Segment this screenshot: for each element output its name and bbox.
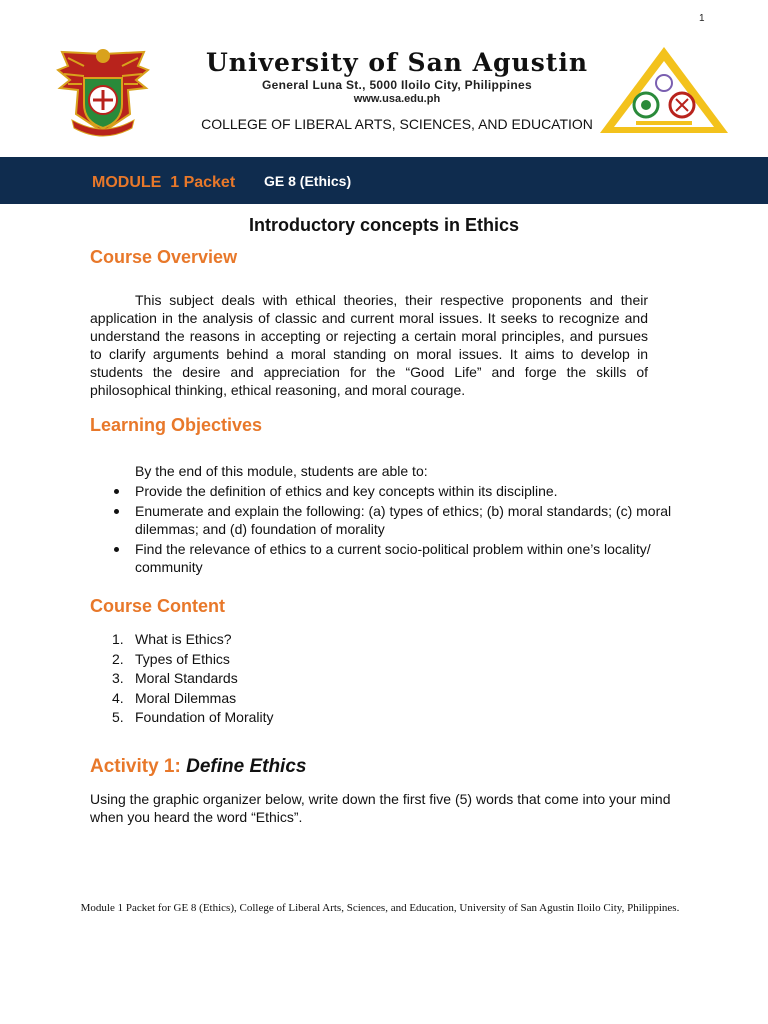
- list-item-text: Foundation of Morality: [135, 709, 274, 725]
- module-label: MODULE 1 Packet: [92, 174, 236, 191]
- course-content-heading: Course Content: [90, 596, 225, 616]
- university-website: www.usa.edu.ph: [353, 93, 441, 105]
- college-triangle-logo: [596, 43, 732, 137]
- activity-heading: [90, 756, 306, 778]
- list-item-text: Provide the definition of ethics and key concepts within its discipline.: [135, 483, 558, 499]
- college-name: COLLEGE OF LIBERAL ARTS, SCIENCES, AND EDUCATION: [201, 116, 593, 132]
- page-footer: Module 1 Packet for GE 8 (Ethics), College of Liberal Arts, Sciences, and Education, University of San Agustin Iloilo City, Philippines.: [80, 902, 680, 914]
- list-item: [90, 540, 690, 577]
- activity-title: Define Ethics: [186, 756, 307, 777]
- list-item: 3. Moral Standards: [112, 670, 238, 686]
- course-overview-heading: Course Overview: [90, 247, 238, 267]
- letterhead: [0, 0, 768, 157]
- list-item-text: Find the relevance of ethics to a current socio-political problem within one’s locality/ community: [135, 540, 651, 575]
- bullet-icon: [114, 547, 119, 552]
- course-label: GE 8 (Ethics): [264, 173, 352, 189]
- list-item: 4. Moral Dilemmas: [112, 689, 237, 706]
- module-band: [0, 157, 768, 204]
- university-seal-logo: [54, 44, 152, 138]
- activity-prefix: Activity 1:: [90, 756, 181, 777]
- list-item: 2. Types of Ethics: [112, 650, 230, 667]
- university-address: General Luna St., 5000 Iloilo City, Philippines: [262, 78, 532, 92]
- activity-instructions: Using the graphic organizer below, write down the first five (5) words that come into your mind when you heard the word “Ethics”.: [90, 791, 671, 825]
- page-title: Introductory concepts in Ethics: [248, 215, 520, 235]
- list-item: 5. Foundation of Morality: [112, 709, 274, 725]
- course-overview-body: This subject deals with ethical theories, their respective proponents and their application in the analysis of classic and current moral issues. It seeks to recognize and understand the reasons in accepting or rejecting a certain moral principles, and pursues to clarify arguments behind a moral standing on moral issues. It aims to develop in students the desire and appreciation for the “Good Life” and forge the skills of philosophical thinking, ethical reasoning, and moral courage.: [90, 292, 648, 398]
- list-item-text: Enumerate and explain the following: (a) types of ethics; (b) moral standards; (c) moral dilemmas; and (d) foundation of morality: [135, 502, 672, 537]
- learning-objectives-heading: Learning Objectives: [90, 415, 263, 435]
- bullet-icon: [114, 509, 119, 514]
- bullet-icon: [114, 489, 119, 494]
- learning-objectives-list: [90, 482, 690, 578]
- list-item: 1. What is Ethics?: [112, 631, 232, 647]
- list-item: [90, 482, 690, 501]
- course-content-list: [90, 630, 274, 728]
- list-item-text: Moral Dilemmas: [135, 689, 237, 706]
- list-item-text: Moral Standards: [135, 670, 238, 686]
- list-item-text: Types of Ethics: [135, 650, 230, 667]
- list-item: [90, 502, 690, 539]
- page-number: 1: [699, 13, 705, 24]
- list-item-text: What is Ethics?: [135, 631, 232, 647]
- university-name: University of San Agustin: [205, 48, 589, 77]
- learning-objectives-intro: By the end of this module, students are able to:: [135, 463, 428, 479]
